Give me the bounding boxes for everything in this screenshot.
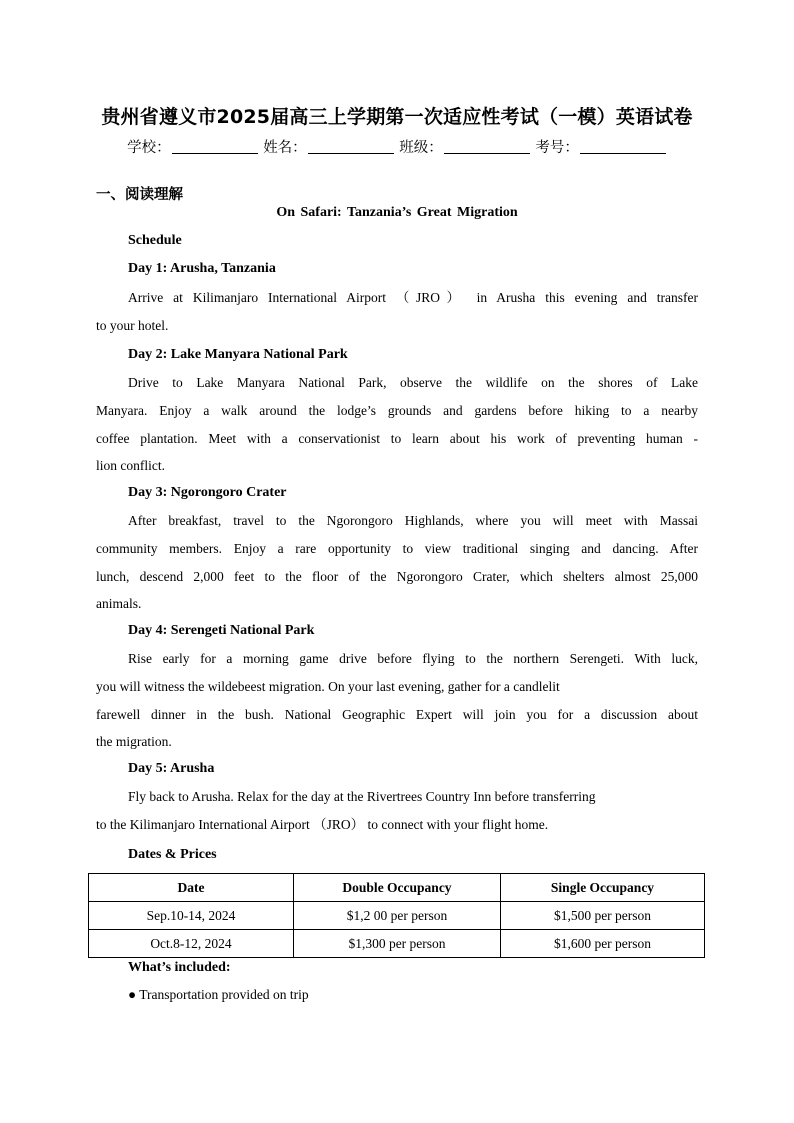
day-paragraph xyxy=(96,783,698,839)
paragraph-line: to the Kilimanjaro International Airport （JRO） to connect with your flight home. xyxy=(96,816,549,832)
table-header-cell: Date xyxy=(89,874,294,902)
paragraph-line: coffee plantation. Meet with a conservationist to learn about his work of preventing human - xyxy=(96,430,698,446)
day-heading: Day 5: Arusha xyxy=(128,761,215,776)
day-paragraph xyxy=(96,645,698,756)
day-heading: Day 3: Ngorongoro Crater xyxy=(128,485,287,500)
paragraph-line: animals. xyxy=(96,596,142,612)
table-header-cell: Double Occupancy xyxy=(294,874,501,902)
paragraph-line: Arrive at Kilimanjaro International Airport （JRO） in Arusha this evening and transfer xyxy=(128,290,698,305)
class-blank[interactable] xyxy=(444,139,530,154)
day-paragraph xyxy=(96,507,698,618)
number-label: 考号： xyxy=(535,140,579,156)
table-row xyxy=(89,902,705,930)
table-row xyxy=(89,930,705,958)
paragraph-line: lion conflict. xyxy=(96,458,165,474)
paragraph-line: to your hotel. xyxy=(96,317,169,333)
day-paragraph xyxy=(96,369,698,480)
paragraph-line: the migration. xyxy=(96,734,172,750)
paragraph-line: After breakfast, travel to the Ngorongoro Highlands, where you will meet with Massai xyxy=(128,513,698,528)
included-heading: What’s included: xyxy=(128,960,231,975)
school-label: 学校： xyxy=(127,140,171,156)
table-cell: $1,2 00 per person xyxy=(294,902,501,930)
price-table xyxy=(88,873,705,958)
table-header-row xyxy=(89,874,705,902)
paragraph-line: community members. Enjoy a rare opportunity to view traditional singing and dancing. After xyxy=(96,540,698,556)
included-item: ● Transportation provided on trip xyxy=(128,987,309,1002)
paragraph-line: farewell dinner in the bush. National Geographic Expert will join you for a discussion about xyxy=(96,706,698,722)
day-heading: Day 2: Lake Manyara National Park xyxy=(128,347,348,362)
section-heading: 一、阅读理解 xyxy=(96,187,183,203)
school-blank[interactable] xyxy=(172,139,258,154)
class-label: 班级： xyxy=(399,140,443,156)
name-label: 姓名： xyxy=(263,140,307,156)
paragraph-line: lunch, descend 2,000 feet to the floor of the Ngorongoro Crater, which shelters almost 25,000 xyxy=(96,568,698,584)
day-paragraph xyxy=(96,284,698,340)
day-heading: Day 1: Arusha, Tanzania xyxy=(128,261,276,276)
paragraph-line: you will witness the wildebeest migration. On your last evening, gather for a candlelit xyxy=(96,678,560,694)
number-blank[interactable] xyxy=(580,139,666,154)
student-info-line xyxy=(0,136,794,157)
paragraph-line: Manyara. Enjoy a walk around the lodge’s grounds and gardens before hiking to a nearby xyxy=(96,402,698,418)
table-cell: Sep.10-14, 2024 xyxy=(89,902,294,930)
table-cell: $1,600 per person xyxy=(501,930,705,958)
paragraph-line: Rise early for a morning game drive before flying to the northern Serengeti. With luck, xyxy=(128,651,698,666)
table-header-cell: Single Occupancy xyxy=(501,874,705,902)
paragraph-line: Drive to Lake Manyara National Park, observe the wildlife on the shores of Lake xyxy=(128,375,698,390)
article-title: On Safari: Tanzania’s Great Migration xyxy=(276,205,518,220)
schedule-heading: Schedule xyxy=(128,233,182,248)
table-cell: Oct.8-12, 2024 xyxy=(89,930,294,958)
table-cell: $1,300 per person xyxy=(294,930,501,958)
day-heading: Day 4: Serengeti National Park xyxy=(128,623,315,638)
name-blank[interactable] xyxy=(308,139,394,154)
page-title: 贵州省遵义市2025届高三上学期第一次适应性考试（一模）英语试卷 xyxy=(101,106,693,128)
prices-heading: Dates & Prices xyxy=(128,847,217,862)
table-cell: $1,500 per person xyxy=(501,902,705,930)
paragraph-line: Fly back to Arusha. Relax for the day at the Rivertrees Country Inn before transferring xyxy=(128,789,596,804)
